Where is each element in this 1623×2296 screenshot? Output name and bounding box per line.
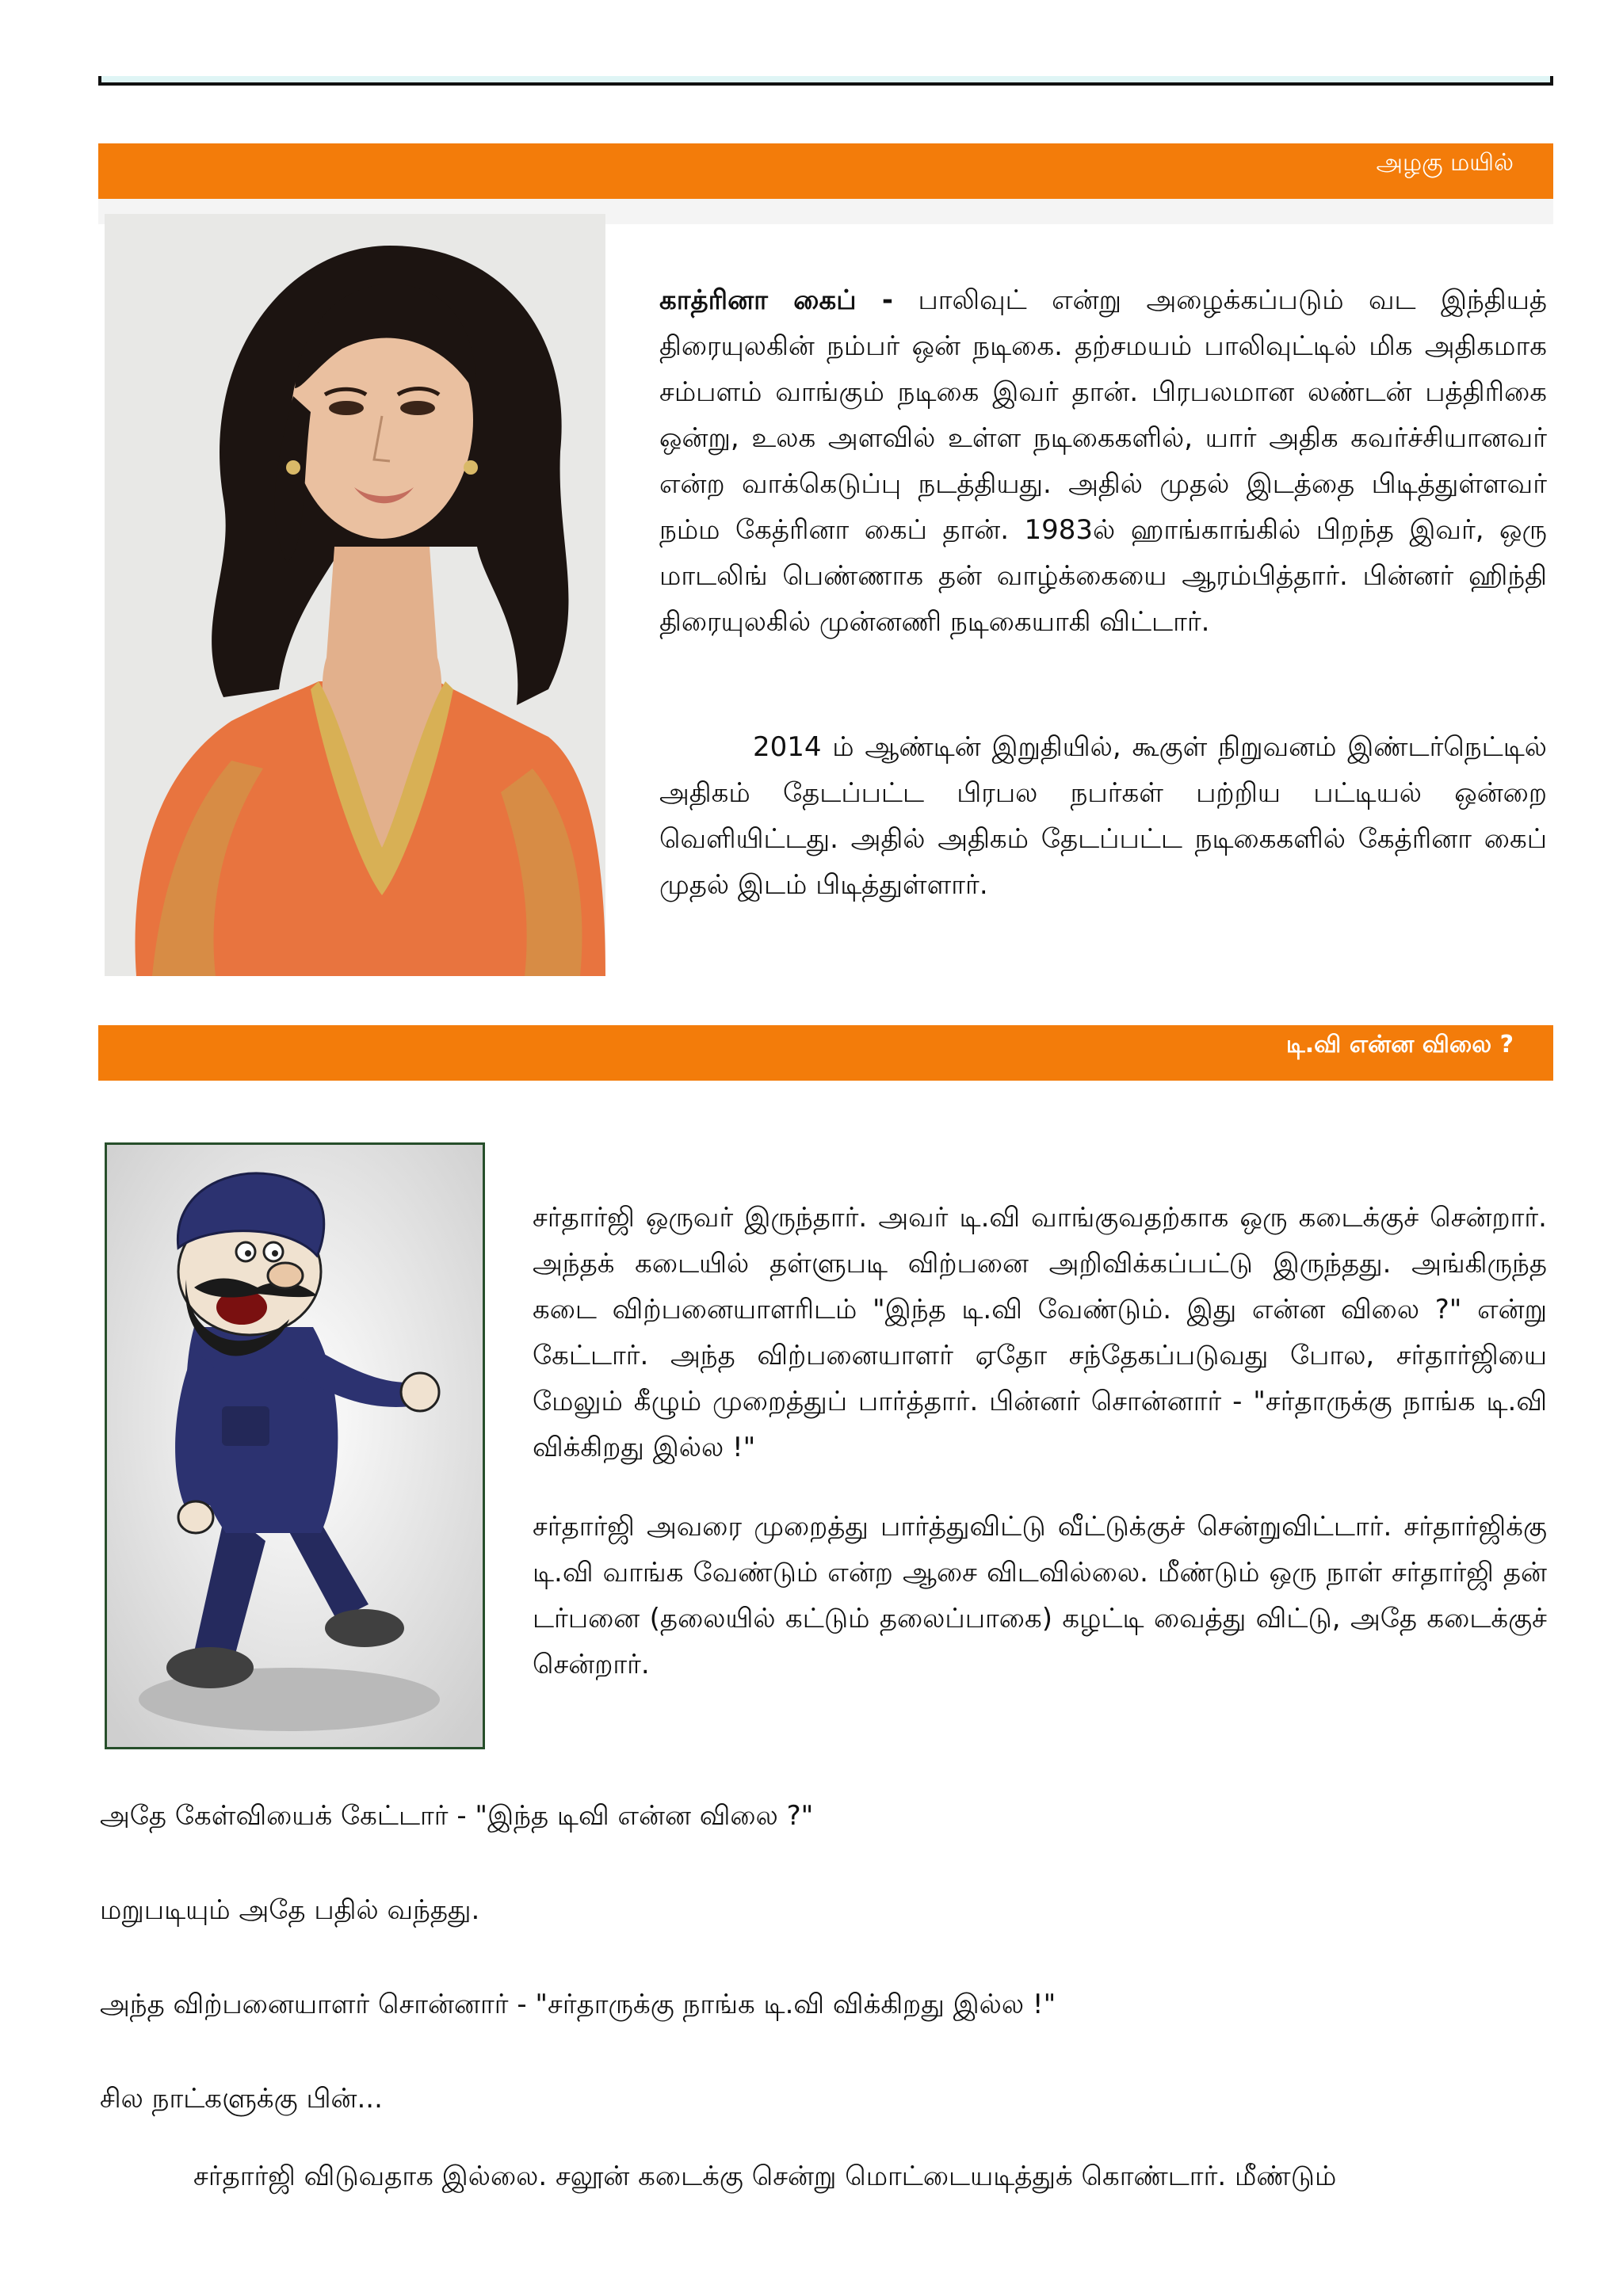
sardarji-cartoon [105,1142,485,1749]
story-line-after-days: சில நாட்களுக்கு பின்... [100,2083,383,2115]
section1-paragraph-2: 2014 ம் ஆண்டின் இறுதியில், கூகுள் நிறுவனம் இண்டர்நெட்டில் அதிகம் தேடப்பட்ட பிரபல நபர்கள் பற்றிய பட்டியல் ஒன்றை வெளியிட்டது. அதில் அதிகம் தேடப்பட்ட நடிகைகளில் கேத்ரினா கைப் முதல் இடம் பிடித்துள்ளார். [659,731,1547,901]
section-title: டி.வி என்ன விலை ? [1285,1031,1514,1058]
section-title: அழகு மயில் [1376,149,1514,177]
story-line-seller-reply: அந்த விற்பனையாளர் சொன்னார் - "சர்தாருக்கு நாங்க டி.வி விக்கிறது இல்ல !" [100,1989,1056,2020]
story-line-same-question: அதே கேள்வியைக் கேட்டார் - "இந்த டிவி என்ன விலை ?" [100,1800,814,1832]
top-rule [98,76,1553,86]
section2-paragraph-3: சர்தார்ஜி விடுவதாக இல்லை. சலூன் கடைக்கு சென்று மொட்டையடித்துக் கொண்டார். மீண்டும் [193,2161,1337,2192]
section-banner-azhagu-mayil [98,143,1553,199]
section2-paragraph-2: சர்தார்ஜி அவரை முறைத்து பார்த்துவிட்டு வீட்டுக்குச் சென்றுவிட்டார். சர்தார்ஜிக்கு டி.வி வாங்க வேண்டும் என்ற ஆசை விடவில்லை. மீண்டும் ஒரு நாள் சர்தார்ஜி தன் டர்பனை (தலையில் கட்டும் தலைப்பாகை) கழட்டி வைத்து விட்டு, அதே கடைக்குச் சென்றார். [533,1511,1547,1680]
section1-paragraph-1-text: பாலிவுட் என்று அழைக்கப்படும் வட இந்தியத் திரையுலகின் நம்பர் ஒன் நடிகை. தற்சமயம் பாலிவுட்டில் மிக அதிகமாக சம்பளம் வாங்கும் நடிகை இவர் தான். பிரபலமான லண்டன் பத்திரிகை ஒன்று, உலக அளவில் உள்ள நடிகைகளில், யார் அதிக கவர்ச்சியானவர் என்ற வாக்கெடுப்பு நடத்தியது. அதில் முதல் இடத்தை பிடித்துள்ளவர் நம்ம கேத்ரினா கைப் தான். 1983ல் ஹாங்காங்கில் பிறந்த இவர், ஒரு மாடலிங் பெண்ணாக தன் வாழ்க்கையை ஆரம்பித்தார். பின்னர் ஹிந்தி திரையுலகில் முன்னணி நடிகையாகி விட்டார். [659,284,1547,638]
actress-name: காத்ரினா கைப் - [659,284,894,316]
section2-paragraph-1: சர்தார்ஜி ஒருவர் இருந்தார். அவர் டி.வி வாங்குவதற்காக ஒரு கடைக்குச் சென்றார். அந்தக் கடையில் தள்ளுபடி விற்பனை அறிவிக்கப்பட்டு இருந்தது. அங்கிருந்த கடை விற்பனையாளரிடம் "இந்த டி.வி வேண்டும். இது என்ன விலை ?" என்று கேட்டார். அந்த விற்பனையாளர் ஏதோ சந்தேகப்படுவது போல, சர்தார்ஜியை மேலும் கீழும் முறைத்துப் பார்த்தார். பின்னர் சொன்னார் - "சர்தாருக்கு நாங்க டி.வி விக்கிறது இல்ல !" [533,1202,1547,1463]
section-banner-tv-price [98,1025,1553,1081]
actress-photo-illustration [105,214,605,976]
actress-photo [105,214,605,976]
section1-paragraph-1 [659,277,1547,645]
story-line-same-answer: மறுபடியும் அதே பதில் வந்தது. [100,1894,480,1926]
sardarji-cartoon-illustration [107,1145,483,1747]
